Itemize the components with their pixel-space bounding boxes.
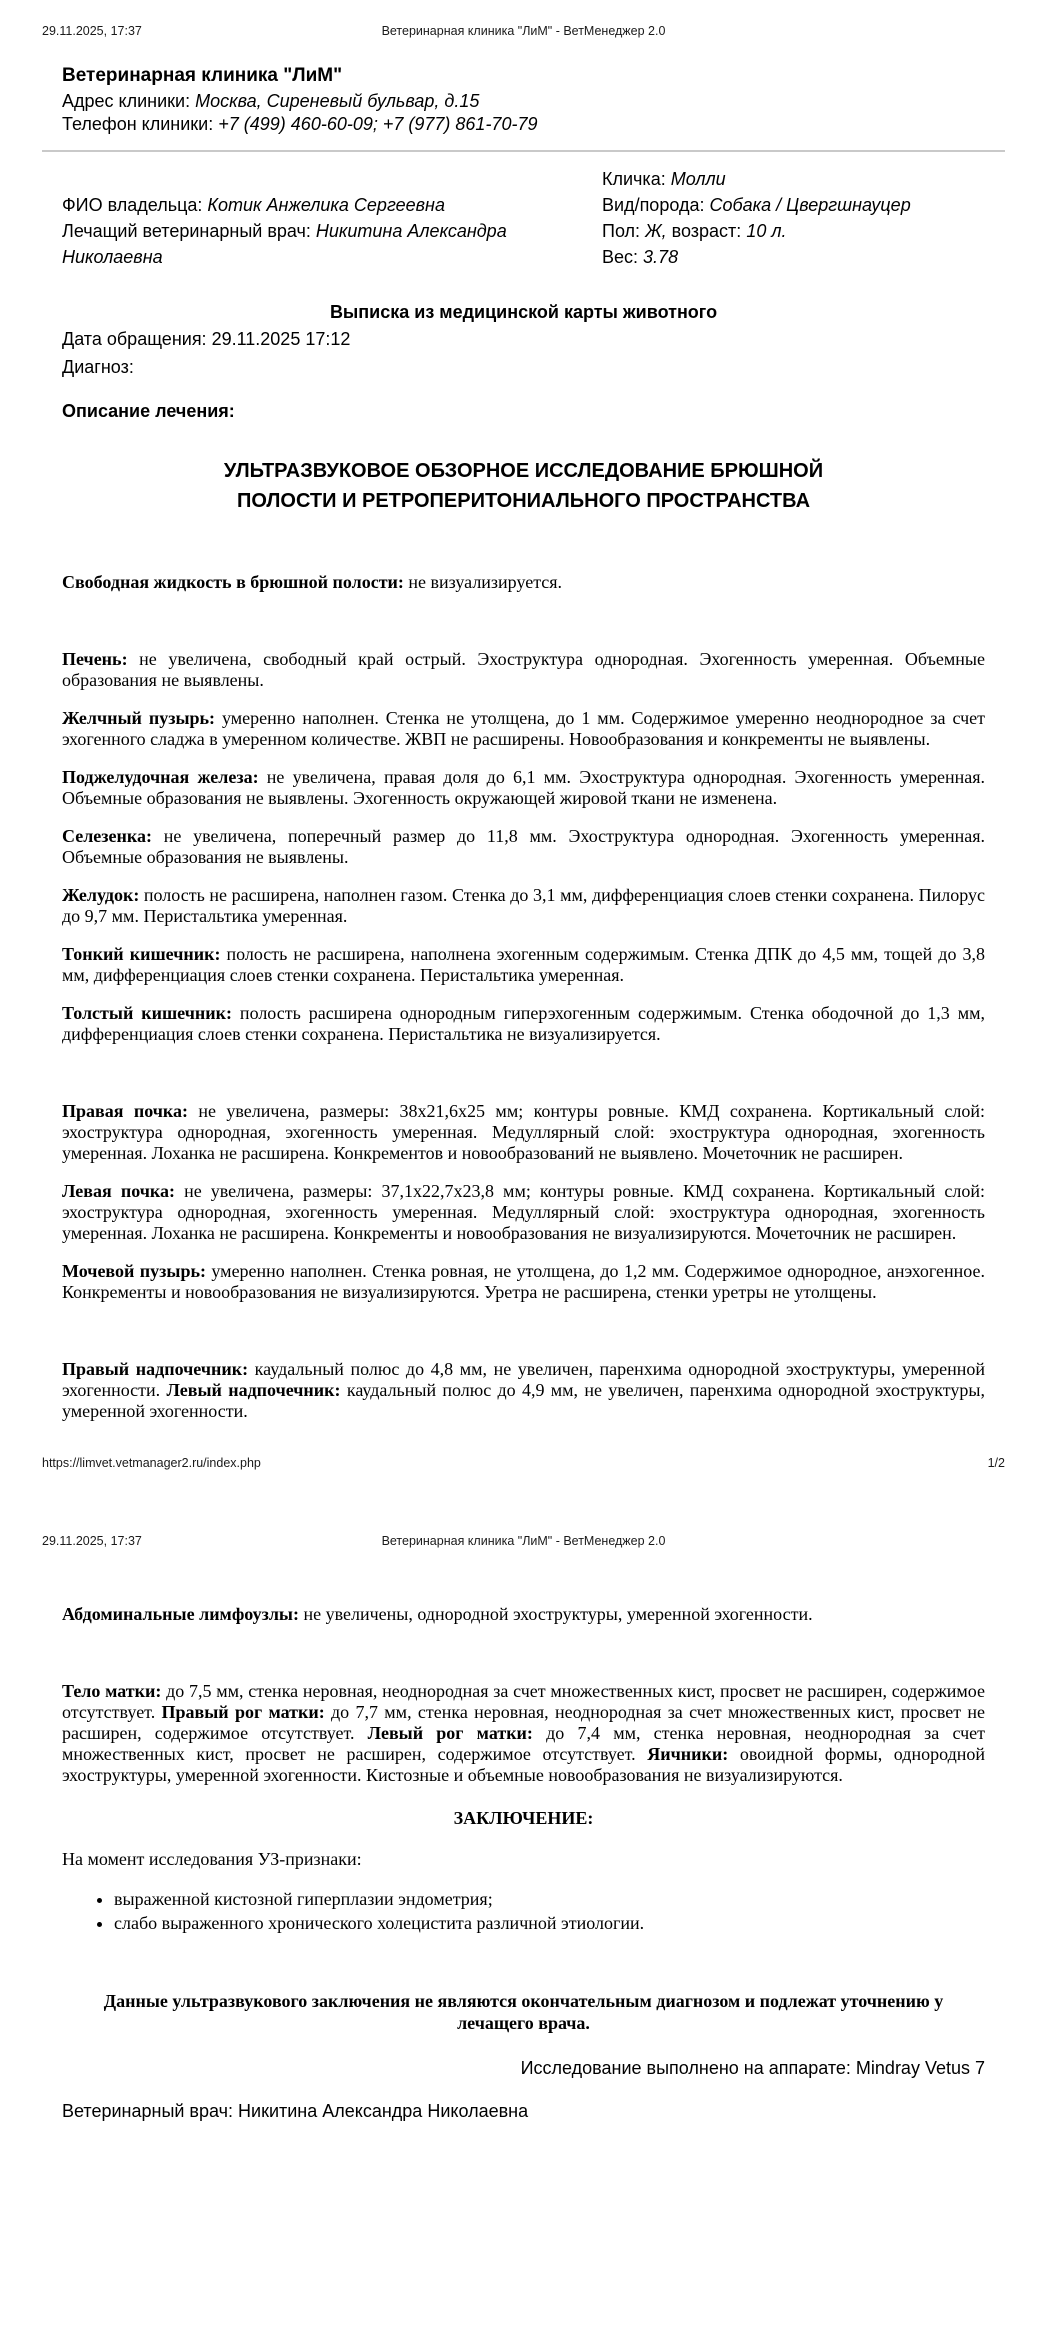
doctor-row	[62, 218, 602, 270]
finding-paragraph: Селезенка: не увеличена, поперечный размер до 11,8 мм. Эхоструктура однородная. Эхогенность умеренная. Объемные образования не выявлены.	[62, 826, 985, 867]
sex-age-row	[602, 218, 985, 244]
conclusion-heading: ЗАКЛЮЧЕНИЕ:	[453, 1808, 594, 1828]
patient-info-right-column	[602, 166, 985, 270]
clinic-address-label: Адрес клиники:	[62, 91, 191, 111]
conclusion-intro: На момент исследования УЗ-признаки:	[62, 1849, 362, 1869]
finding-paragraph: Тонкий кишечник: полость не расширена, наполнена эхогенным содержимым. Стенка ДПК до 4,5 мм, тощей до 3,8 мм, дифференциация слоев стенки сохранена. Перистальтика умеренная.	[62, 944, 985, 985]
species-value: Собака / Цвергшнауцер	[709, 195, 911, 215]
clinic-phone-row	[62, 113, 985, 136]
print-doc-title: Ветеринарная клиника "ЛиМ" - ВетМенеджер 2.0	[381, 1534, 666, 1548]
page2-print-header	[42, 1534, 1005, 1548]
treatment-description-label: Описание лечения:	[62, 401, 235, 421]
page1-print-header	[42, 24, 1005, 38]
finding-paragraph: Желчный пузырь: умеренно наполнен. Стенка не утолщена, до 1 мм. Содержимое умеренно неоднородное за счет эхогенного сладжа в умеренном количестве. ЖВП не расширены. Новообразования и конкременты не выявлены.	[62, 708, 985, 749]
owner-row	[62, 192, 602, 218]
patient-info-left-column	[62, 166, 602, 270]
extract-title: Выписка из медицинской карты животного	[329, 302, 718, 322]
clinic-address-value: Москва, Сиреневый бульвар, д.15	[195, 91, 480, 111]
device-info: Исследование выполнено на аппарате: Mindray Vetus 7	[520, 2058, 985, 2078]
findings-page2	[62, 1604, 985, 1786]
finding-paragraph: Печень: не увеличена, свободный край острый. Эхоструктура однородная. Эхогенность умеренная. Объемные образования не выявлены.	[62, 649, 985, 690]
doctor-value: Никитина Александра Николаевна	[62, 221, 507, 267]
veterinarian-name: Никитина Александра Николаевна	[238, 2101, 529, 2121]
diagnosis-row	[62, 355, 985, 379]
patient-info	[62, 166, 985, 270]
visit-date-value: 29.11.2025 17:12	[211, 329, 351, 349]
print-timestamp: 29.11.2025, 17:37	[42, 24, 142, 38]
finding-paragraph: Правый надпочечник: каудальный полюс до 4,8 мм, не увеличен, паренхима однородной эхоструктуры, умеренной эхогенности. Левый надпочечник: каудальный полюс до 4,9 мм, не увеличен, паренхима однородной эхоструктуры, умеренной эхогенности.	[62, 1359, 985, 1421]
sex-value: Ж,	[645, 221, 667, 241]
weight-value: 3.78	[643, 247, 679, 267]
pet-name-label: Кличка:	[602, 169, 666, 189]
finding-paragraph: Правая почка: не увеличена, размеры: 38х21,6х25 мм; контуры ровные. КМД сохранена. Кортикальный слой: эхоструктура однородная, эхогенность умеренная. Медуллярный слой: эхоструктура однородная, эхогенность умеренная. Лоханка не расширена. Конкрементов и новообразований не выявлено. Мочеточник не расширен.	[62, 1101, 986, 1163]
finding-paragraph: Поджелудочная железа: не увеличена, правая доля до 6,1 мм. Эхоструктура однородная. Эхогенность умеренная. Объемные образования не выявлены. Эхогенность окружающей жировой ткани не изменена.	[62, 767, 985, 808]
finding-paragraph: Свободная жидкость в брюшной полости: не визуализируется.	[62, 572, 563, 592]
finding-paragraph: Мочевой пузырь: умеренно наполнен. Стенка ровная, не утолщена, до 1,2 мм. Содержимое однородное, анэхогенное. Конкременты и новообразования не визуализируются. Уретра не расширена, стенки уретры не утолщены.	[62, 1261, 986, 1302]
owner-label: ФИО владельца:	[62, 195, 203, 215]
age-value: 10 л.	[746, 221, 787, 241]
pet-name-value: Молли	[670, 169, 726, 189]
finding-paragraph: Левая почка: не увеличена, размеры: 37,1х22,7х23,8 мм; контуры ровные. КМД сохранена. Кортикальный слой: эхоструктура однородная, эхогенность умеренная. Медуллярный слой: эхоструктура однородная, эхогенность умеренная. Лоханка не расширена. Конкременты и новообразования не визуализируются. Мочеточник не расширен.	[62, 1181, 985, 1243]
clinic-name: Ветеринарная клиника "ЛиМ"	[62, 65, 343, 86]
findings-page1	[62, 572, 985, 1422]
pet-name-row	[602, 166, 985, 192]
finding-paragraph: Абдоминальные лимфоузлы: не увеличены, однородной эхоструктуры, умеренной эхогенности.	[62, 1604, 813, 1624]
veterinarian-signature	[62, 2101, 985, 2122]
diagnosis-label: Диагноз:	[62, 357, 134, 377]
clinic-info	[62, 64, 985, 136]
visit-date-label: Дата обращения:	[62, 329, 207, 349]
print-timestamp: 29.11.2025, 17:37	[42, 1534, 142, 1548]
doctor-label: Лечащий ветеринарный врач:	[62, 221, 311, 241]
footer-url: https://limvet.vetmanager2.ru/index.php	[42, 1456, 261, 1470]
finding-paragraph: Тело матки: до 7,5 мм, стенка неровная, неоднородная за счет множественных кист, просвет не расширен, содержимое отсутствует. Правый рог матки: до 7,7 мм, стенка неровная, неоднородная за счет множественных кист, просвет не расширен, содержимое отсутствует. Левый рог матки: до 7,4 мм, стенка неровная, неоднородная за счет множественных кист, просвет не расширен, содержимое отсутствует. Яичники: овоидной формы, однородной эхоструктуры, умеренной эхогенности. Кистозные и объемные новообразования не визуализируются.	[62, 1681, 985, 1785]
age-label: возраст:	[671, 221, 742, 241]
sex-label: Пол:	[602, 221, 641, 241]
finding-paragraph: Желудок: полость не расширена, наполнен газом. Стенка до 3,1 мм, дифференциация слоев стенки сохранена. Пилорус до 9,7 мм. Перистальтика умеренная.	[62, 885, 985, 926]
finding-paragraph: Толстый кишечник: полость расширена однородным гиперэхогенным содержимым. Стенка ободочной до 1,3 мм, дифференциация слоев стенки сохранена. Перистальтика не визуализируется.	[62, 1003, 985, 1044]
conclusion-item: • выраженной кистозной гиперплазии эндометрия;	[114, 1888, 985, 1910]
divider	[42, 150, 1005, 152]
owner-value: Котик Анжелика Сергеевна	[207, 195, 445, 215]
clinic-address-row	[62, 90, 985, 113]
species-label: Вид/порода:	[602, 195, 705, 215]
species-row	[602, 192, 985, 218]
clinic-phone-value: +7 (499) 460-60-09; +7 (977) 861-70-79	[218, 114, 538, 134]
disclaimer: Данные ультразвукового заключения не являются окончательным диагнозом и подлежат уточнению у лечащего врача.	[103, 1991, 944, 2033]
weight-row	[602, 244, 985, 270]
conclusion-item: • слабо выраженного хронического холецистита различной этиологии.	[114, 1912, 985, 1934]
veterinarian-label: Ветеринарный врач:	[62, 2101, 233, 2121]
clinic-phone-label: Телефон клиники:	[62, 114, 214, 134]
visit-date-row	[62, 327, 985, 351]
conclusion-list	[62, 1888, 985, 1934]
ultrasound-study-title: УЛЬТРАЗВУКОВОЕ ОБЗОРНОЕ ИССЛЕДОВАНИЕ БРЮШНОЙ ПОЛОСТИ И РЕТРОПЕРИТОНИАЛЬНОГО ПРОСТРАНСТВА	[223, 460, 824, 512]
page1-print-footer	[42, 1456, 1005, 1470]
print-doc-title: Ветеринарная клиника "ЛиМ" - ВетМенеджер 2.0	[381, 24, 666, 38]
weight-label: Вес:	[602, 247, 639, 267]
page-number: 1/2	[987, 1456, 1005, 1470]
